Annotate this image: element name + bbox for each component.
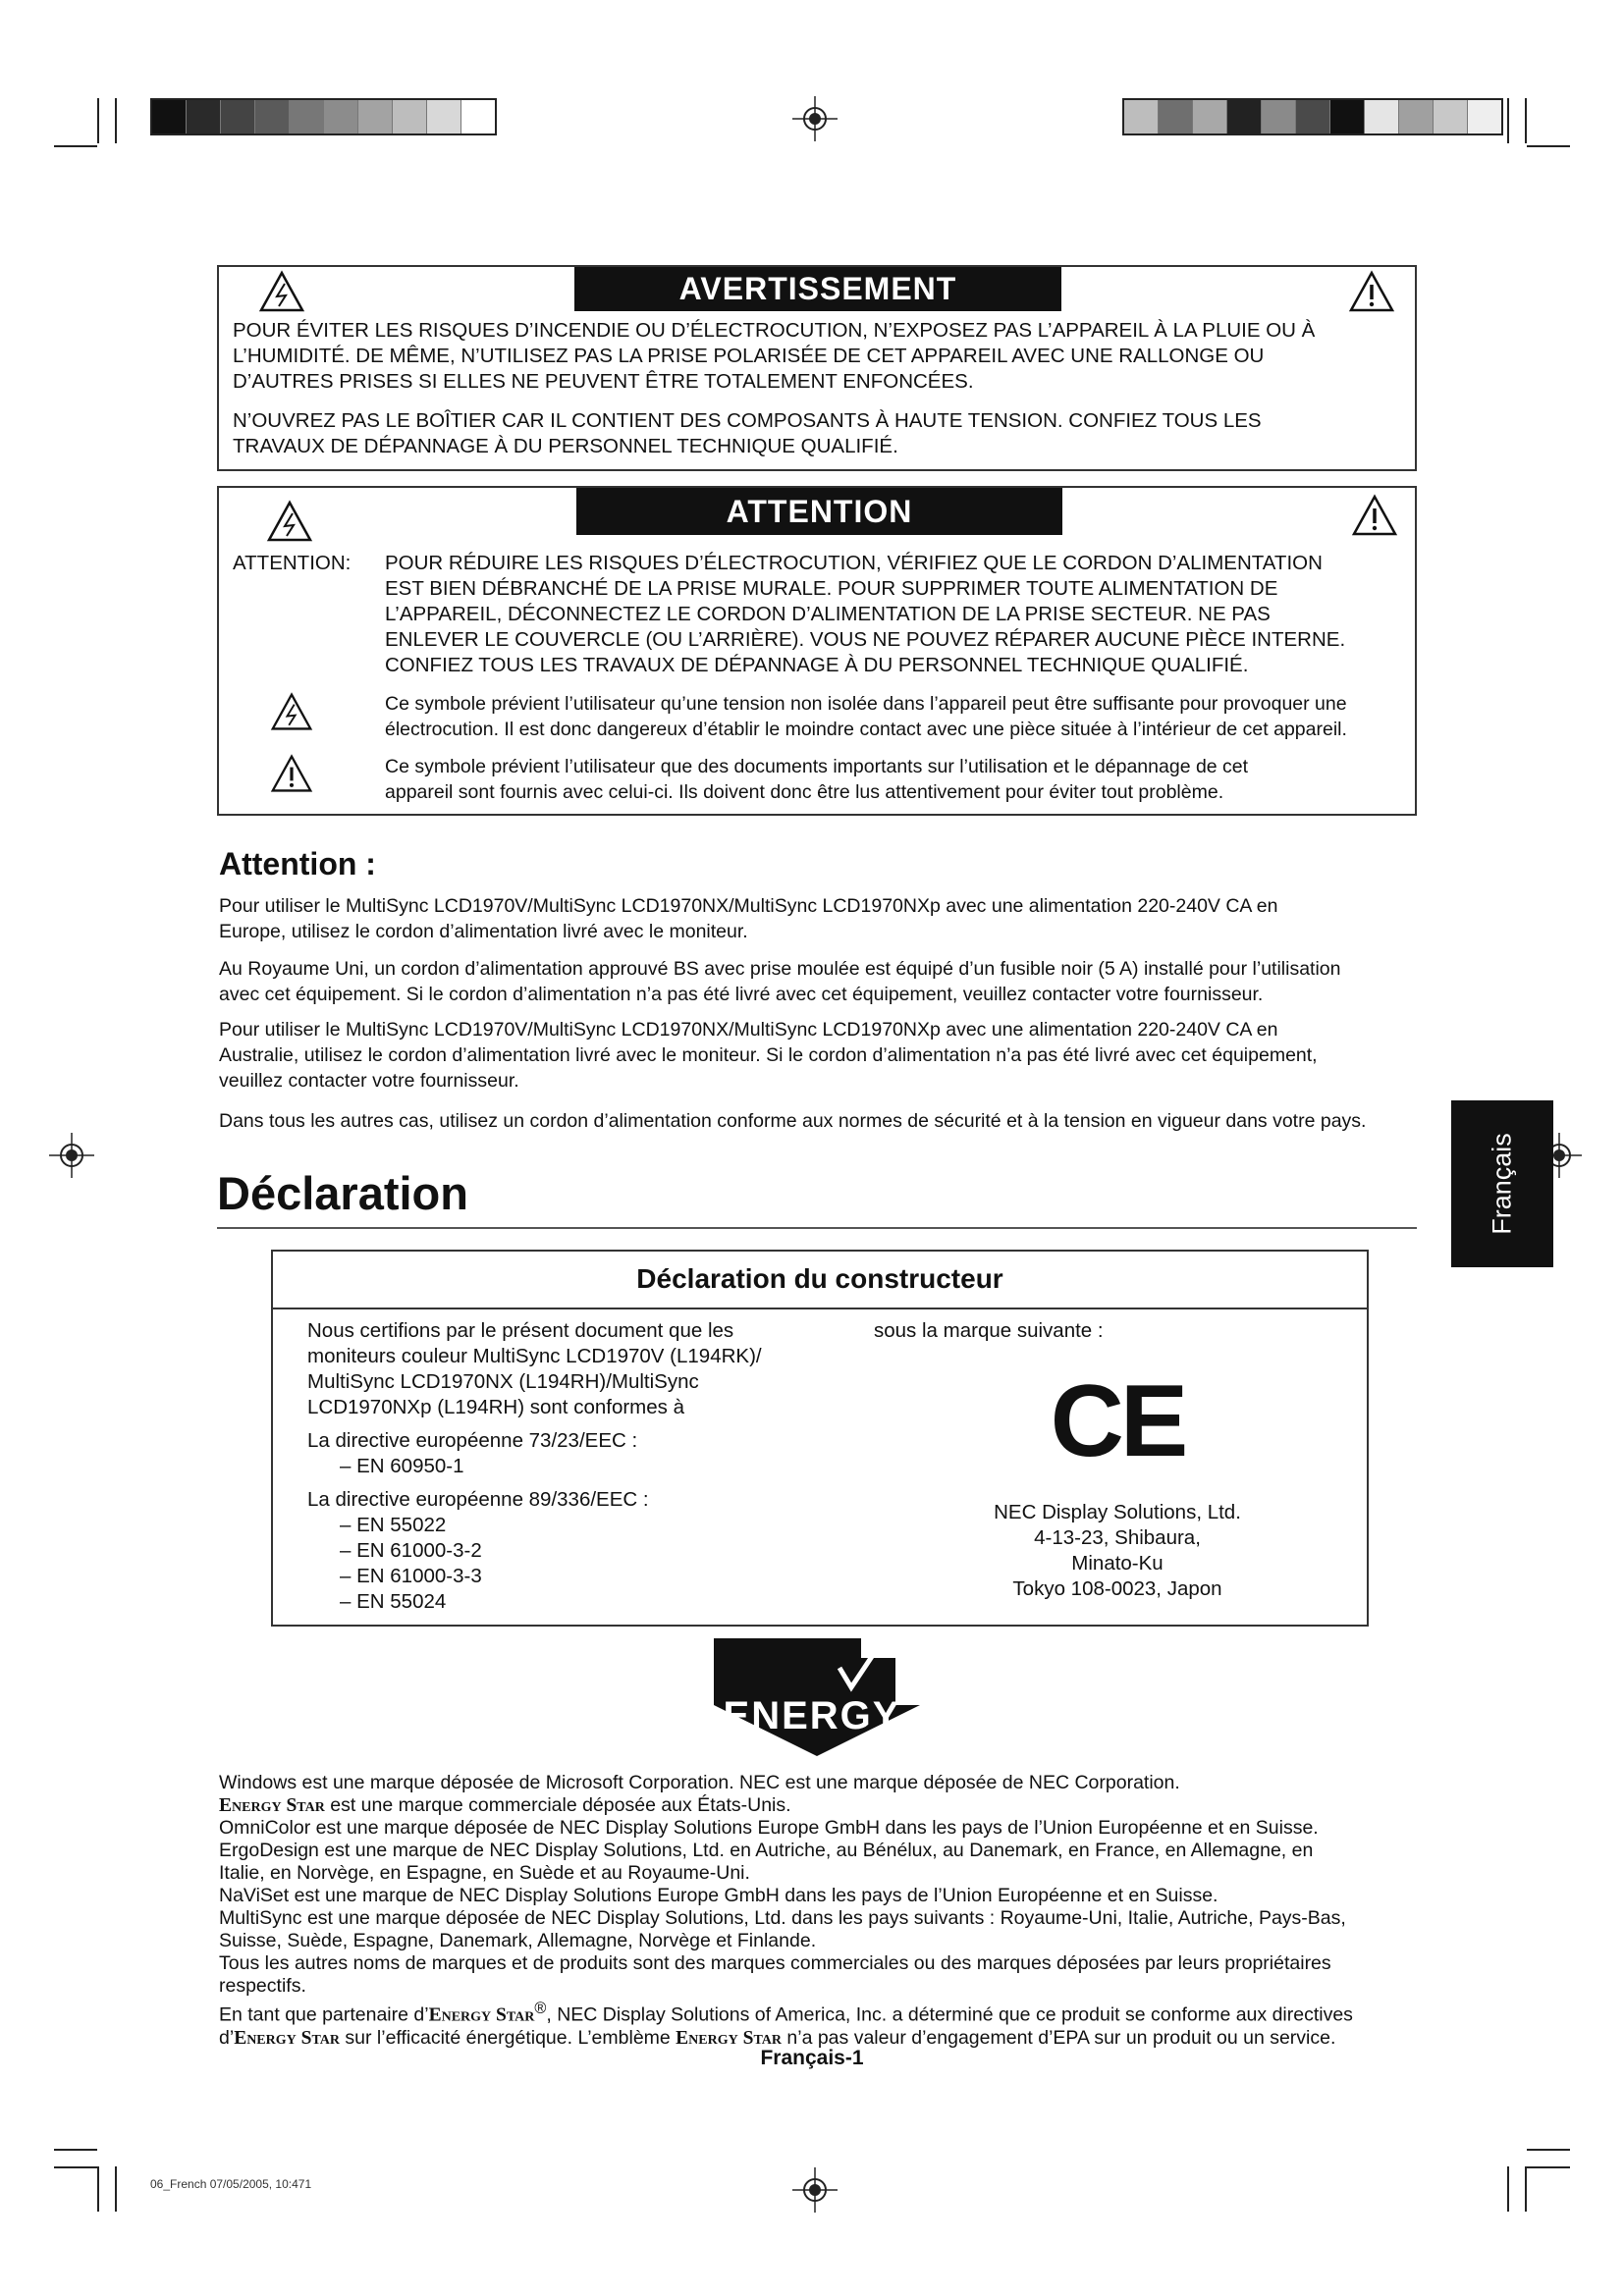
text-span: , NEC Display Solutions of America, Inc. a déterminé que ce produit se conforme aux directives (546, 2003, 1353, 2026)
trademark-line: MultiSync est une marque déposée de NEC Display Solutions, Ltd. dans les pays suivants : Royaume-Uni, Italie, Autriche, Pays-Bas, (219, 1907, 1346, 1929)
trademark-line (219, 1998, 1427, 2027)
color-swatch (221, 100, 255, 133)
crop-mark (54, 145, 97, 147)
color-swatch (393, 100, 427, 133)
attention-paragraph (219, 893, 1419, 944)
directive-2: La directive européenne 89/336/EEC : (307, 1488, 649, 1511)
text-line: Ce symbole prévient l’utilisateur qu’une tension non isolée dans l’appareil peut être suffisante pour provoquer une (385, 693, 1347, 715)
text-span: n’a pas valeur d’engagement d’EPA sur un produit ou un service. (781, 2026, 1336, 2049)
color-swatch (290, 100, 324, 133)
language-tab-label: Français (1487, 1133, 1517, 1235)
crop-mark (97, 98, 99, 143)
caution-text (385, 551, 1406, 678)
ce-mark: CE (1050, 1364, 1185, 1478)
mark-intro: sous la marque suivante : (874, 1319, 1104, 1342)
declaration-box-rule (273, 1308, 1367, 1309)
electric-shock-symbol-icon (270, 691, 313, 732)
warning-paragraph-2 (233, 408, 1411, 459)
text-line: avec cet équipement. Si le cordon d’alimentation n’a pas été livré avec cet équipement, veuillez contacter votre fournisseur. (219, 984, 1264, 1005)
text-line: POUR RÉDUIRE LES RISQUES D’ÉLECTROCUTION, VÉRIFIEZ QUE LE CORDON D’ALIMENTATION (385, 552, 1323, 574)
color-swatch (255, 100, 290, 133)
text-line: Nous certifions par le présent document que les (307, 1319, 734, 1342)
declaration-intro (307, 1318, 838, 1420)
trademark-line (219, 1794, 1427, 1817)
symbol1-description (385, 691, 1411, 742)
directive-1: La directive européenne 73/23/EEC : (307, 1429, 638, 1452)
color-swatch (1262, 100, 1296, 133)
trademark-line: Italie, en Norvège, en Espagne, en Suède et au Royaume-Uni. (219, 1862, 750, 1884)
exclamation-warning-icon (1348, 270, 1395, 313)
text-line: CONFIEZ TOUS LES TRAVAUX DE DÉPANNAGE À DU PERSONNEL TECHNIQUE QUALIFIÉ. (385, 654, 1249, 676)
registration-mark-icon (792, 96, 838, 141)
energy-star-brand: Energy Star (219, 1795, 325, 1816)
electric-shock-warning-icon (266, 500, 313, 543)
footer-slug: 06_French 07/05/2005, 10:471 (150, 2177, 312, 2191)
text-line: électrocution. Il est donc dangereux d’établir le moindre contact avec une pièce située à l’intérieur de cet appareil. (385, 719, 1347, 740)
color-swatch (1193, 100, 1227, 133)
text-line: LCD1970NXp (L194RH) sont conformes à (307, 1396, 684, 1418)
text-line: – EN 61000-3-3 (340, 1565, 482, 1587)
crop-mark (115, 2166, 117, 2212)
trademark-line: Windows est une marque déposée de Microsoft Corporation. NEC est une marque déposée de NEC Corporation. (219, 1772, 1180, 1793)
electric-shock-warning-icon (258, 270, 305, 313)
registration-mark-icon (49, 1133, 94, 1178)
section-divider (217, 1227, 1417, 1229)
color-swatch (1399, 100, 1434, 133)
trademark-line: Suisse, Suède, Espagne, Danemark, Allemagne, Norvège et Finlande. (219, 1930, 817, 1951)
color-swatch (1296, 100, 1330, 133)
text-line: NEC Display Solutions, Ltd. (994, 1501, 1241, 1523)
text-span: d’ (219, 2026, 235, 2049)
text-line: TRAVAUX DE DÉPANNAGE À DU PERSONNEL TECHNIQUE QUALIFIÉ. (233, 435, 898, 457)
crop-mark (1527, 2149, 1570, 2151)
energy-star-brand: Energy Star (428, 2004, 535, 2026)
text-line: Pour utiliser le MultiSync LCD1970V/MultiSync LCD1970NX/MultiSync LCD1970NXp avec une alimentation 220-240V CA en (219, 895, 1278, 917)
color-bar-right (1122, 98, 1503, 135)
color-swatch (461, 100, 495, 133)
text-line: – EN 55022 (340, 1514, 447, 1536)
text-line: appareil sont fournis avec celui-ci. Ils doivent donc être lus attentivement pour éviter tout problème. (385, 781, 1224, 803)
text-line: – EN 55024 (340, 1590, 447, 1613)
text-line: Dans tous les autres cas, utilisez un cordon d’alimentation conforme aux normes de sécurité et à la tension en vigueur dans votre pays. (219, 1110, 1367, 1132)
text-line: Ce symbole prévient l’utilisateur que des documents importants sur l’utilisation et le dépannage de cet (385, 756, 1249, 777)
crop-mark (115, 98, 117, 143)
color-swatch (324, 100, 358, 133)
text-line: Au Royaume Uni, un cordon d’alimentation approuvé BS avec prise moulée est équipé d’un fusible noir (5 A) installé pour l’utilisation (219, 958, 1341, 980)
attention-paragraph (219, 1108, 1419, 1134)
text-line: N’OUVREZ PAS LE BOÎTIER CAR IL CONTIENT DES COMPOSANTS À HAUTE TENSION. CONFIEZ TOUS LES (233, 409, 1262, 432)
energy-star-logo (714, 1638, 920, 1756)
color-swatch (1159, 100, 1193, 133)
text-line: EST BIEN DÉBRANCHÉ DE LA PRISE MURALE. POUR SUPPRIMER TOUTE ALIMENTATION DE (385, 577, 1278, 600)
color-swatch (187, 100, 221, 133)
attention-paragraph (219, 956, 1419, 1007)
trademark-line: Tous les autres noms de marques et de produits sont des marques commerciales ou des marques déposées par leurs propriétaires (219, 1952, 1331, 1974)
energy-star-brand: Energy Star (676, 2027, 782, 2049)
text-line: Pour utiliser le MultiSync LCD1970V/MultiSync LCD1970NX/MultiSync LCD1970NXp avec une alimentation 220-240V CA en (219, 1019, 1278, 1041)
color-swatch (1227, 100, 1262, 133)
text-line: L’APPAREIL, DÉCONNECTEZ LE CORDON D’ALIMENTATION DE LA PRISE SECTEUR. NE PAS (385, 603, 1271, 625)
color-swatch (1434, 100, 1468, 133)
color-swatch (1365, 100, 1399, 133)
text-line: ENLEVER LE COUVERCLE (OU L’ARRIÈRE). VOUS NE POUVEZ RÉPARER AUCUNE PIÈCE INTERNE. (385, 628, 1346, 651)
text-line: MultiSync LCD1970NX (L194RH)/MultiSync (307, 1370, 699, 1393)
directive-1-item: – EN 60950-1 (340, 1455, 464, 1477)
symbol2-description (385, 754, 1411, 805)
crop-mark (1527, 145, 1570, 147)
language-tab (1451, 1100, 1553, 1267)
trademark-line: OmniColor est une marque déposée de NEC Display Solutions Europe GmbH dans les pays de l’Union Européenne et en Suisse. (219, 1817, 1319, 1839)
text-line: Europe, utilisez le cordon d’alimentation livré avec le moniteur. (219, 921, 748, 942)
text-line: POUR ÉVITER LES RISQUES D’INCENDIE OU D’ÉLECTROCUTION, N’EXPOSEZ PAS L’APPAREIL À LA PLUIE OU À (233, 319, 1316, 342)
exclamation-symbol-icon (270, 753, 313, 794)
trademarks-block (219, 1772, 1427, 2050)
declaration-box-title: Déclaration du constructeur (636, 1263, 1003, 1294)
color-swatch (427, 100, 461, 133)
attention-heading: Attention : (219, 846, 376, 881)
text-line: Minato-Ku (1071, 1552, 1164, 1575)
crop-mark (1525, 2166, 1527, 2212)
warning-paragraph-1 (233, 318, 1411, 395)
text-line: veuillez contacter votre fournisseur. (219, 1070, 519, 1092)
crop-mark (1527, 2166, 1570, 2168)
exclamation-warning-icon (1351, 494, 1398, 537)
color-swatch (1468, 100, 1501, 133)
page-number: Français-1 (760, 2047, 864, 2069)
text-span: est une marque commerciale déposée aux États-Unis. (324, 1794, 791, 1816)
crop-mark (1507, 98, 1509, 143)
text-line: moniteurs couleur MultiSync LCD1970V (L194RK)/ (307, 1345, 762, 1367)
energy-star-brand: Energy Star (234, 2027, 340, 2049)
text-line: Australie, utilisez le cordon d’alimentation livré avec le moniteur. Si le cordon d’alimentation n’a pas été livré avec cet équipement, (219, 1044, 1318, 1066)
text-span: En tant que partenaire d’ (219, 2003, 429, 2026)
crop-mark (1507, 2166, 1509, 2212)
text-line: – EN 61000-3-2 (340, 1539, 482, 1562)
warning-box (217, 265, 1417, 471)
caution-title: ATTENTION (576, 488, 1062, 535)
crop-mark (54, 2149, 97, 2151)
color-swatch (1124, 100, 1159, 133)
trademark-line: respectifs. (219, 1975, 306, 1997)
text-line: D’AUTRES PRISES SI ELLES NE PEUVENT ÊTRE TOTALEMENT ENFONCÉES. (233, 370, 974, 393)
energy-logo-text: ENERGY (723, 1694, 901, 1737)
attention-paragraph (219, 1017, 1419, 1094)
registered-mark: ® (534, 2000, 547, 2017)
color-bar-left (150, 98, 497, 135)
color-swatch (152, 100, 187, 133)
crop-mark (97, 2166, 99, 2212)
text-line: L’HUMIDITÉ. DE MÊME, N’UTILISEZ PAS LA PRISE POLARISÉE DE CET APPAREIL AVEC UNE RALLONGE OU (233, 345, 1265, 367)
trademark-line: NaViSet est une marque de NEC Display Solutions Europe GmbH dans les pays de l’Union Européenne et en Suisse. (219, 1885, 1218, 1906)
warning-title: AVERTISSEMENT (574, 267, 1061, 311)
directive-2-items (340, 1513, 482, 1615)
trademark-line: ErgoDesign est une marque de NEC Display Solutions, Ltd. en Autriche, au Bénélux, au Danemark, en France, en Allemagne, en (219, 1840, 1314, 1861)
crop-mark (1525, 98, 1527, 143)
crop-mark (54, 2166, 97, 2168)
declaration-box (271, 1250, 1369, 1627)
color-swatch (358, 100, 393, 133)
text-span: sur l’efficacité énergétique. L’emblème (340, 2026, 677, 2049)
text-line: 4-13-23, Shibaura, (1034, 1526, 1201, 1549)
color-swatch (1330, 100, 1365, 133)
caution-label: ATTENTION: (233, 552, 352, 574)
manufacturer-address (921, 1500, 1314, 1602)
text-line: Tokyo 108-0023, Japon (1012, 1577, 1222, 1600)
declaration-heading: Déclaration (217, 1167, 468, 1219)
caution-box (217, 486, 1417, 816)
registration-mark-icon (792, 2167, 838, 2213)
